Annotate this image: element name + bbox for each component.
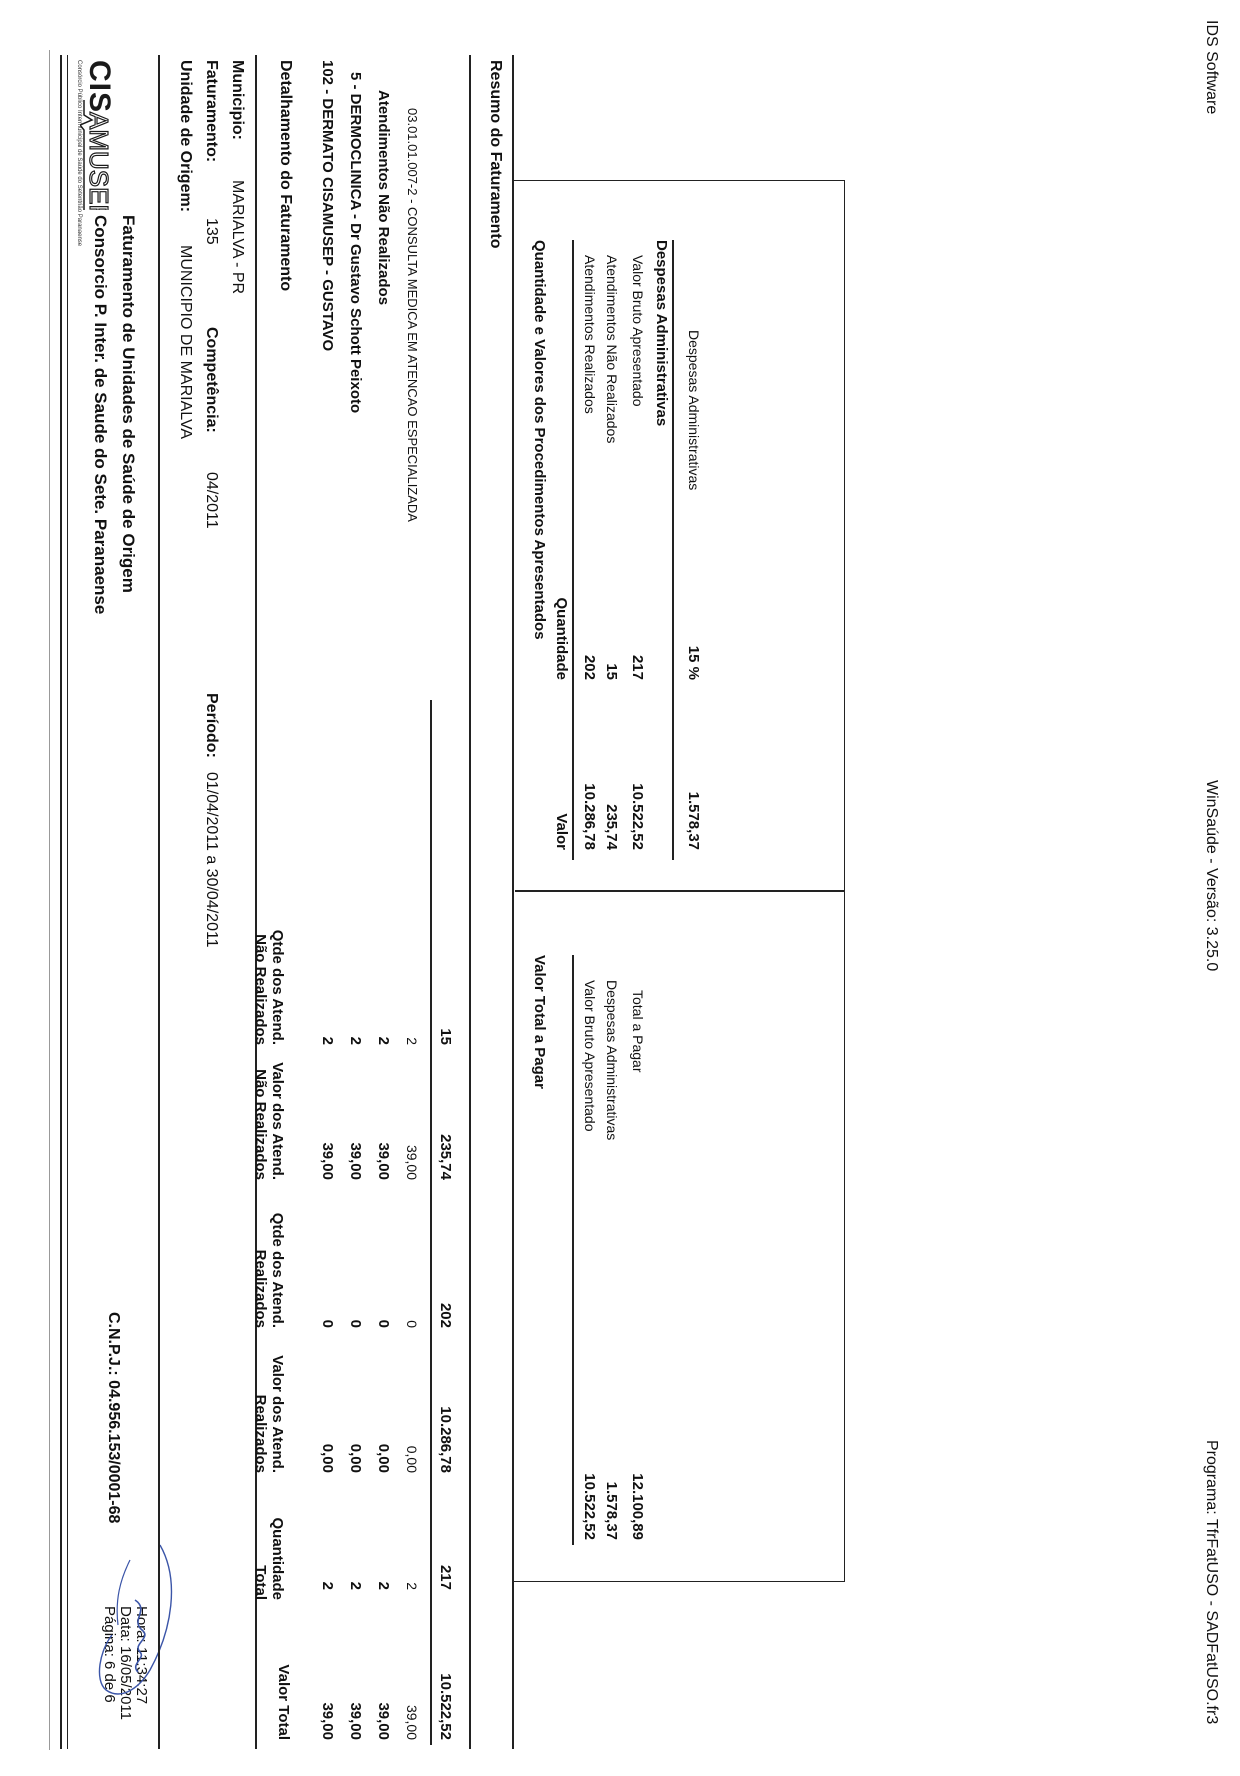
right-item-val: 12.100,89 <box>629 1473 646 1540</box>
table-cell: 0,00 <box>404 1445 420 1473</box>
total-cell: 217 <box>437 1564 454 1590</box>
right-item-label: Despesas Administrativas <box>604 980 620 1141</box>
municipio-label: Municipio: <box>229 60 246 140</box>
right-summary-rule <box>573 955 575 1545</box>
summary-divider <box>515 890 845 892</box>
col-qtde-nao-realizados: Qtde dos Atend. Não Realizados <box>252 929 286 1045</box>
val-header: Valor <box>553 813 570 850</box>
table-cell: 2 <box>375 1036 392 1045</box>
org-name: Consorcio P. Inter. de Saude do Sete. Paranaense <box>91 215 110 615</box>
desp-val: 1.578,37 <box>685 791 702 850</box>
municipio-value: MARIALVA - PR <box>229 180 246 295</box>
table-cell: 39,00 <box>319 1142 336 1180</box>
summary-item-label: Atendimentos Não Realizados <box>604 255 620 444</box>
summary-title: Resumo do Faturamento <box>487 60 504 249</box>
table-cell: 2 <box>404 1582 420 1590</box>
faturamento-label: Faturamento: <box>203 60 220 163</box>
report-date: Data: 16/05/2011 <box>117 1606 134 1720</box>
page-edge <box>49 50 50 1750</box>
table-cell: 0 <box>404 1320 420 1328</box>
table-cell: 2 <box>404 1037 420 1045</box>
total-cell: 10.522,52 <box>437 1673 454 1740</box>
table-cell: 39,00 <box>375 1142 392 1180</box>
table-cell: 39,00 <box>347 1142 364 1180</box>
svg-text:CIS: CIS <box>83 60 116 114</box>
table-cell: 39,00 <box>319 1702 336 1740</box>
summary-item-qty: 15 <box>603 663 620 680</box>
col-valor-realizados: Valor dos Atend. Realizados <box>252 1355 286 1473</box>
col-valor-nao-realizados: Valor dos Atend. Não Realizados <box>252 1062 286 1180</box>
top-rule-thin <box>67 55 68 1749</box>
detail-row-label: 03.01.01.007-2 - CONSULTA MEDICA EM ATENCAO ESPECIALIZADA <box>405 108 420 522</box>
right-item-label: Total a Pagar <box>630 990 646 1073</box>
competencia-value: 04/2011 <box>203 472 220 529</box>
col-valor-total: Valor Total <box>275 1664 292 1740</box>
detail-row-label: Atendimentos Não Realizados <box>375 90 392 306</box>
footer-left: IDS Software <box>1203 20 1220 115</box>
totals-rule <box>431 700 433 1745</box>
col-qtde-realizados: Qtde dos Atend. Realizados <box>252 1212 286 1328</box>
svg-text:AMUSEP: AMUSEP <box>84 112 114 210</box>
table-cell: 39,00 <box>404 1144 420 1180</box>
total-cell: 10.286,78 <box>437 1406 454 1473</box>
table-cell: 0 <box>375 1319 392 1328</box>
handwritten-signature <box>90 1540 190 1710</box>
summary-box <box>513 180 845 1582</box>
footer-right: Programa: TfrFatUSO - SADFatUSO.fr3 <box>1203 1440 1220 1725</box>
desp-pct: 15 % <box>685 645 702 680</box>
desp-rule <box>673 240 675 860</box>
left-summary-rule <box>573 240 575 860</box>
table-cell: 0 <box>347 1319 364 1328</box>
desp-title: Despesas Administrativas <box>653 240 670 427</box>
left-summary-title: Quantidade e Valores dos Procedimentos Apresentados <box>531 240 548 640</box>
col-quantidade-total: Quantidade Total <box>252 1517 286 1600</box>
header-rule <box>158 55 160 1749</box>
table-cell: 0,00 <box>375 1443 392 1473</box>
summary-item-val: 10.286,78 <box>581 783 598 850</box>
cnpj: C.N.P.J.: 04.956.153/0001-68 <box>105 1312 122 1524</box>
logo-tagline: Consórcio Público Intermunicipal de Saúde do Setentrião Paranaense <box>76 60 82 247</box>
total-cell: 202 <box>437 1302 454 1328</box>
periodo-value: 01/04/2011 a 30/04/2011 <box>203 772 220 948</box>
faturamento-value: 135 <box>203 218 220 245</box>
summary-item-label: Atendimentos Realizados <box>582 255 598 414</box>
summary-item-label: Valor Bruto Apresentado <box>630 255 646 407</box>
table-cell: 0,00 <box>347 1443 364 1473</box>
top-rule <box>60 55 62 1749</box>
desp-label: Despesas Administrativas <box>686 330 702 491</box>
detail-bottom-rule <box>469 55 471 1749</box>
table-cell: 39,00 <box>375 1702 392 1740</box>
unidade-value: MUNICIPIO DE MARIALVA <box>177 245 194 440</box>
right-item-val: 10.522,52 <box>581 1473 598 1540</box>
table-cell: 2 <box>375 1581 392 1590</box>
table-cell: 2 <box>319 1581 336 1590</box>
cisamusep-logo <box>80 60 118 210</box>
detail-title: Detalhamento do Faturamento <box>277 60 294 292</box>
table-cell: 2 <box>319 1036 336 1045</box>
periodo-label: Período: <box>203 693 220 758</box>
table-cell: 2 <box>347 1581 364 1590</box>
right-item-val: 1.578,37 <box>603 1481 620 1540</box>
table-cell: 0 <box>319 1319 336 1328</box>
right-item-label: Valor Bruto Apresentado <box>582 980 598 1132</box>
report-title: Faturamento de Unidades de Saúde de Origem <box>119 215 138 593</box>
right-summary-title: Valor Total a Pagar <box>531 955 548 1089</box>
summary-item-val: 235,74 <box>603 804 620 850</box>
summary-item-qty: 217 <box>629 654 646 680</box>
table-cell: 39,00 <box>404 1704 420 1740</box>
footer-center: WinSaúde - Versão: 3.25.0 <box>1203 780 1220 972</box>
page-number: Página: 6 de 6 <box>101 1606 118 1703</box>
summary-item-qty: 202 <box>581 654 598 680</box>
summary-item-val: 10.522,52 <box>629 783 646 850</box>
detail-row-label: 5 - DERMOCLINICA - Dr Gustavo Schott Peixoto <box>347 72 364 414</box>
qty-header: Quantidade <box>553 597 570 680</box>
table-cell: 39,00 <box>347 1702 364 1740</box>
total-cell: 235,74 <box>437 1134 454 1180</box>
total-cell: 15 <box>437 1028 454 1045</box>
table-cell: 2 <box>347 1036 364 1045</box>
competencia-label: Competência: <box>203 327 220 433</box>
unidade-label: Unidade de Origem: <box>177 60 194 213</box>
detail-row-label: 102 - DERMATO CISAMUSEP - GUSTAVO <box>319 60 336 352</box>
table-cell: 0,00 <box>319 1443 336 1473</box>
report-time: Hora: 11:34:27 <box>133 1606 150 1705</box>
